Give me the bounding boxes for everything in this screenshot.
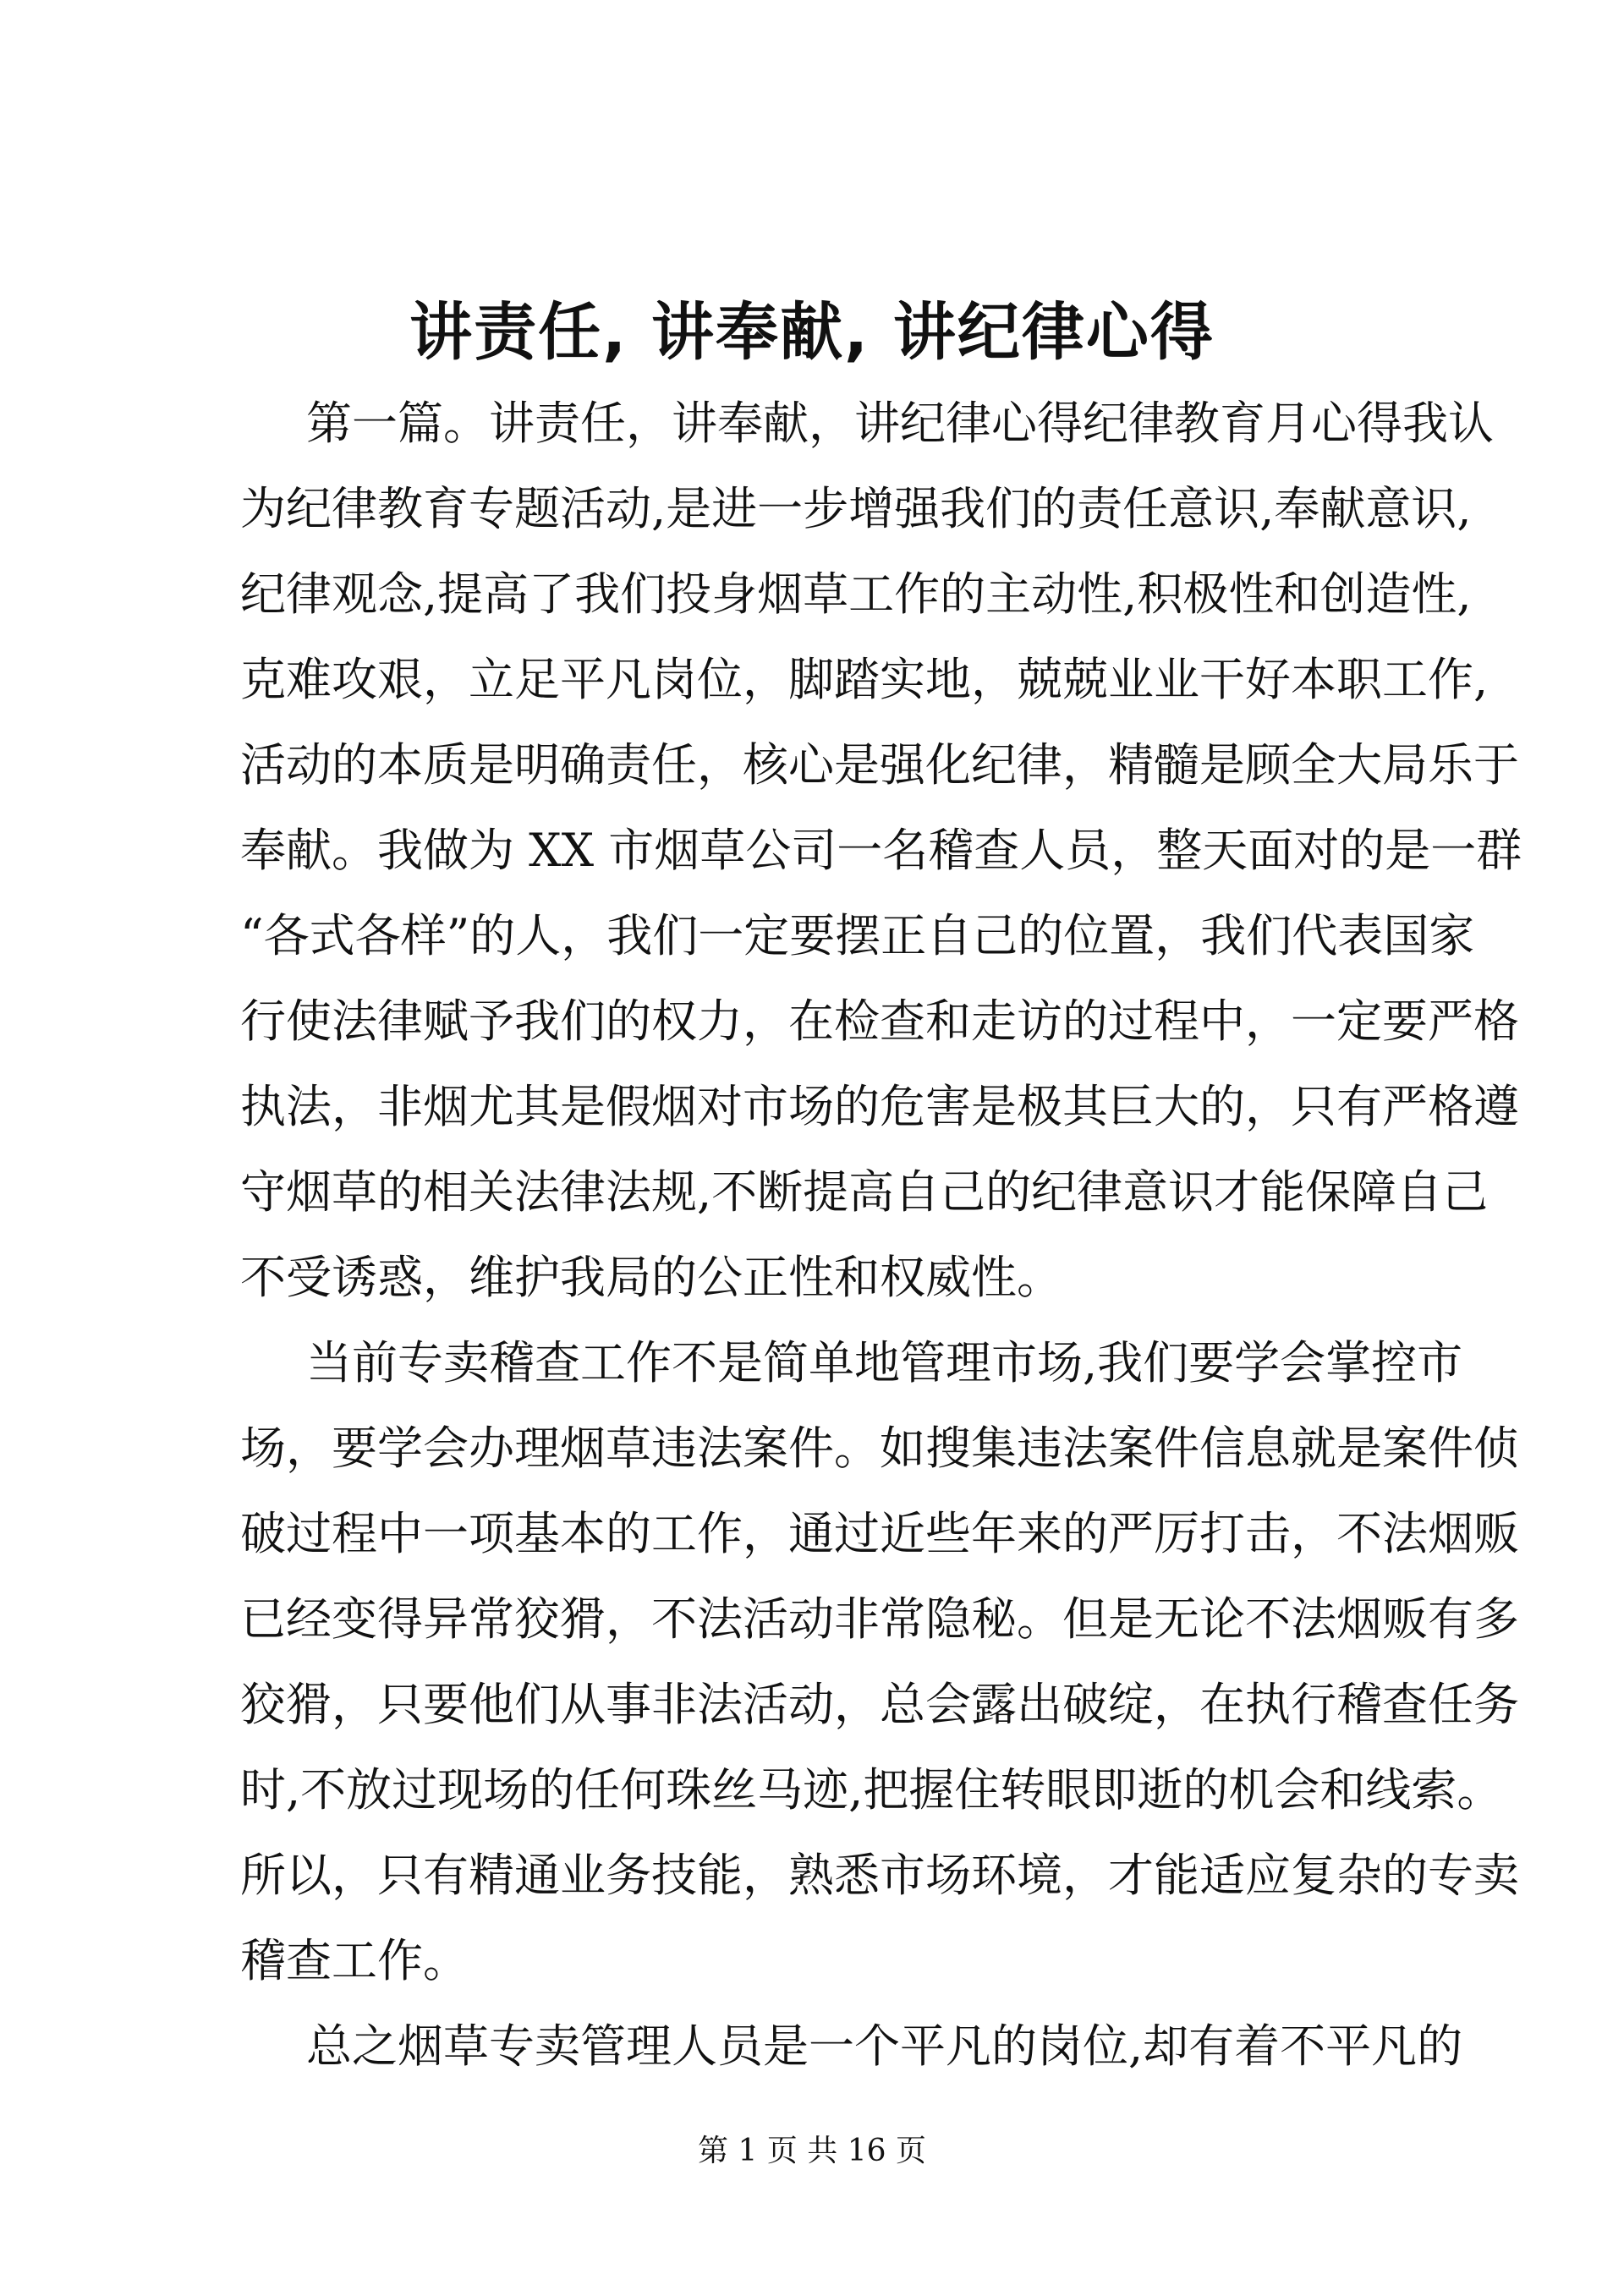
text-line: 行使法律赋予我们的权力，在检查和走访的过程中，一定要严格 [240,995,1519,1048]
document-body [240,381,1522,2089]
text-line: 活动的本质是明确责任，核心是强化纪律，精髓是顾全大局乐于 [240,738,1519,792]
text-line: 执法，非烟尤其是假烟对市场的危害是极其巨大的，只有严格遵 [240,1080,1519,1133]
paragraph-3 [240,2003,1463,2089]
text-line: 稽查工作。 [240,1934,469,1987]
text-line: 已经变得异常狡猾，不法活动非常隐秘。但是无论不法烟贩有多 [240,1592,1519,1646]
text-line: 守烟草的相关法律法规,不断提高自己的纪律意识才能保障自己 [240,1165,1489,1219]
text-line: “各式各样”的人，我们一定要摆正自己的位置，我们代表国家 [240,909,1475,962]
text-line: 当前专卖稽查工作不是简单地管理市场,我们要学会掌控市 [306,1336,1463,1389]
text-line: 不受诱惑，维护我局的公正性和权威性。 [240,1251,1062,1304]
text-line: 克难攻艰，立足平凡岗位，脚踏实地，兢兢业业干好本职工作, [240,653,1489,706]
text-line: 奉献。我做为 XX 市烟草公司一名稽查人员，整天面对的是一群 [240,824,1522,877]
paragraph-1 [240,381,1522,1320]
text-line: 场，要学会办理烟草违法案件。如搜集违法案件信息就是案件侦 [240,1422,1519,1475]
page-number-footer: 第 1 页 共 16 页 [698,2134,926,2168]
text-line: 总之烟草专卖管理人员是一个平凡的岗位,却有着不平凡的 [306,2019,1463,2073]
text-line: 时,不放过现场的任何珠丝马迹,把握住转眼即逝的机会和线索。 [240,1763,1503,1817]
document-title: 讲责任, 讲奉献, 讲纪律心得 [409,296,1215,369]
text-line: 为纪律教育专题活动,是进一步增强我们的责任意识,奉献意识, [240,482,1472,535]
text-line: 所以，只有精通业务技能，熟悉市场环境，才能适应复杂的专卖 [240,1849,1519,1902]
text-line: 第一篇。讲责任，讲奉献，讲纪律心得纪律教育月心得我认 [306,397,1494,450]
paragraph-2 [240,1320,1519,2003]
text-line: 纪律观念,提高了我们投身烟草工作的主动性,积极性和创造性, [240,567,1472,621]
text-line: 破过程中一项基本的工作，通过近些年来的严厉打击，不法烟贩 [240,1507,1519,1560]
text-line: 狡猾，只要他们从事非法活动，总会露出破绽，在执行稽查任务 [240,1678,1519,1731]
